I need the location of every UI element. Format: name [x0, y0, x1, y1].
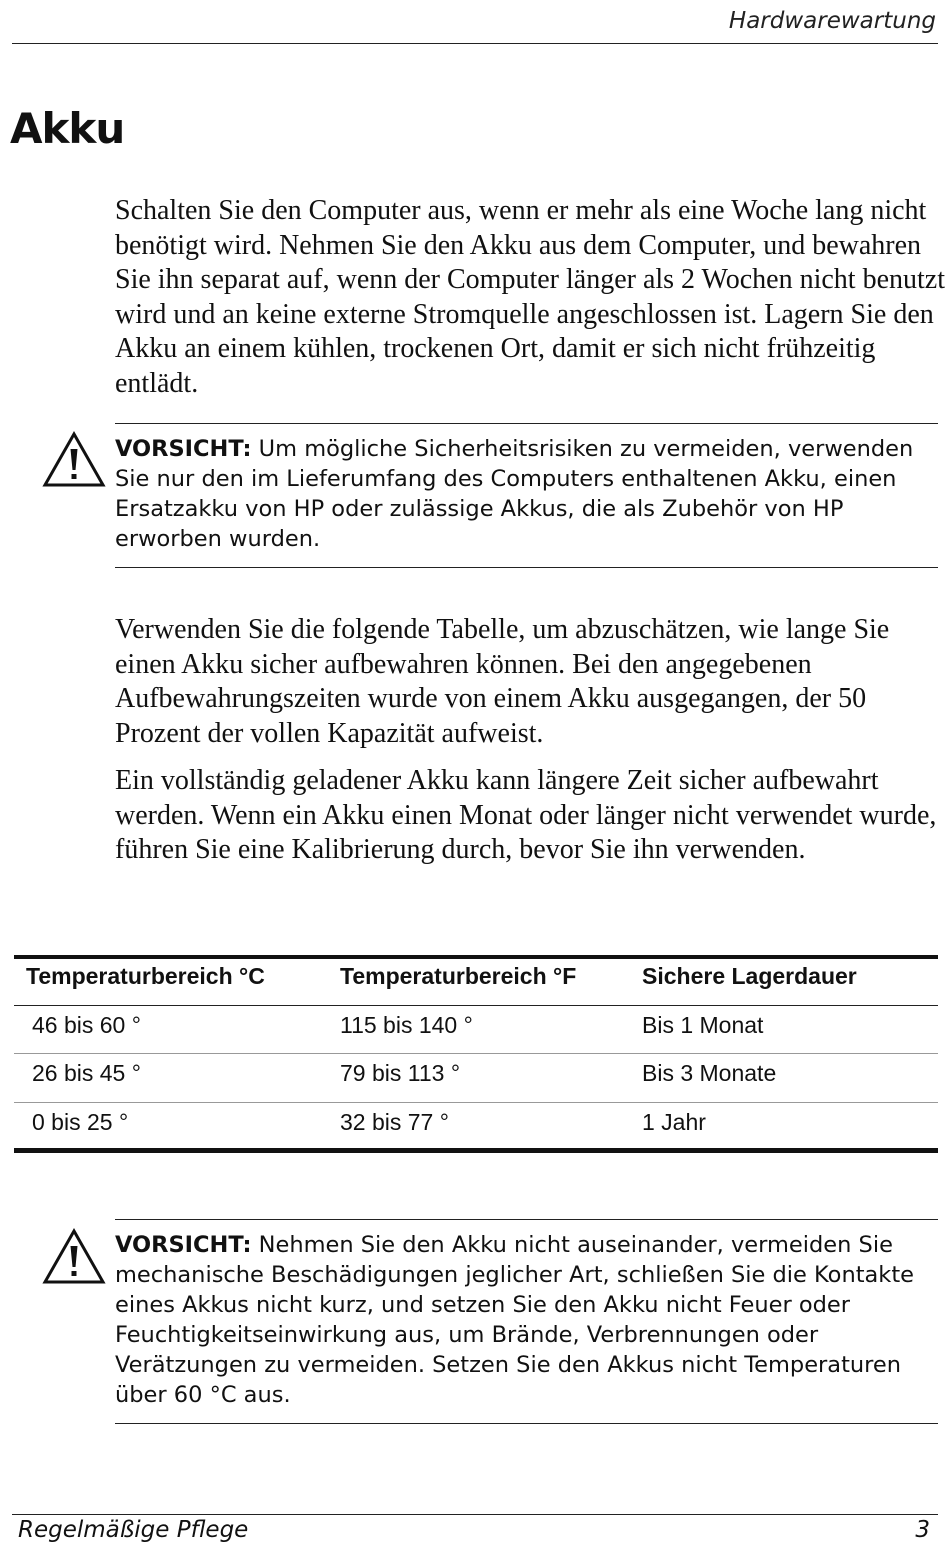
table-cell-fahrenheit: 115 bis 140 °	[340, 1012, 473, 1038]
table-cell-duration: Bis 1 Monat	[642, 1012, 764, 1038]
caution-bottom-rule	[115, 1423, 938, 1424]
caution-note-handling	[115, 1230, 925, 1410]
caution-top-rule	[115, 1219, 938, 1220]
body-paragraph-storage: Schalten Sie den Computer aus, wenn er mehr als eine Woche lang nicht benötigt wird. Nehmen Sie den Akku aus dem Computer, und bewahren Sie ihn separat auf, wenn der Computer länger als 2 Wochen nicht benutzt wird und an keine externe Stromquelle angeschlossen ist. Lagern Sie den Akku an einem kühlen, trockenen Ort, damit er sich nicht frühzeitig entlädt.	[115, 195, 945, 399]
running-header-title: Hardwarewartung	[728, 8, 936, 34]
caution-text: Nehmen Sie den Akku nicht auseinander, vermeiden Sie mechanische Beschädigungen jeglicher Art, schließen Sie die Kontakte eines Akkus nicht kurz, und setzen Sie den Akku nicht Feuer oder Feuchtigkeitseinwirkung aus, um Brände, Verbrennungen oder Verätzungen zu vermeiden. Setzen Sie den Akkus nicht Temperaturen über 60 °C aus.	[115, 1232, 915, 1408]
table-bottom-rule	[14, 1148, 938, 1153]
body-paragraph-calibration: Ein vollständig geladener Akku kann längere Zeit sicher aufbewahrt werden. Wenn ein Akku einen Monat oder länger nicht verwendet wurde, führen Sie eine Kalibrierung durch, bevor Sie ihn verwenden.	[115, 765, 937, 865]
warning-triangle-icon	[42, 1227, 106, 1285]
body-paragraph-table-intro: Verwenden Sie die folgende Tabelle, um abzuschätzen, wie lange Sie einen Akku sicher aufbewahren können. Bei den angegebenen Aufbewahrungszeiten wurde von einem Akku ausgegangen, der 50 Prozent der vollen Kapazität aufweist.	[115, 614, 890, 749]
table-cell-fahrenheit: 79 bis 113 °	[340, 1060, 461, 1086]
table-row-divider	[14, 1053, 938, 1054]
table-cell-fahrenheit: 32 bis 77 °	[340, 1109, 449, 1135]
footer-divider	[12, 1514, 938, 1515]
caution-label: VORSICHT:	[115, 436, 252, 462]
table-cell-celsius: 46 bis 60 °	[32, 1012, 141, 1038]
table-cell-celsius: 0 bis 25 °	[32, 1109, 129, 1135]
caution-text: Um mögliche Sicherheitsrisiken zu vermeiden, verwenden Sie nur den im Lieferumfang des Computers enthaltenen Akku, einen Ersatzakku von HP oder zulässige Akkus, die als Zubehör von HP erworben wurden.	[115, 436, 914, 552]
table-row-divider	[14, 1102, 938, 1103]
footer-section-title: Regelmäßige Pflege	[18, 1517, 249, 1543]
table-cell-duration: Bis 3 Monate	[642, 1060, 777, 1086]
caution-note-battery-type	[115, 434, 915, 554]
table-header-rule	[14, 1005, 938, 1006]
table-top-rule	[14, 955, 938, 959]
page-title: Akku	[10, 104, 125, 153]
table-header-fahrenheit: Temperaturbereich °F	[340, 963, 577, 989]
header-divider	[12, 43, 938, 44]
caution-label: VORSICHT:	[115, 1232, 252, 1258]
caution-top-rule	[115, 423, 938, 424]
table-cell-celsius: 26 bis 45 °	[32, 1060, 141, 1086]
footer-page-number: 3	[915, 1517, 930, 1543]
warning-triangle-icon	[42, 430, 106, 488]
table-header-duration: Sichere Lagerdauer	[642, 963, 857, 989]
table-cell-duration: 1 Jahr	[642, 1109, 706, 1135]
caution-bottom-rule	[115, 567, 938, 568]
table-header-celsius: Temperaturbereich °C	[26, 963, 265, 989]
